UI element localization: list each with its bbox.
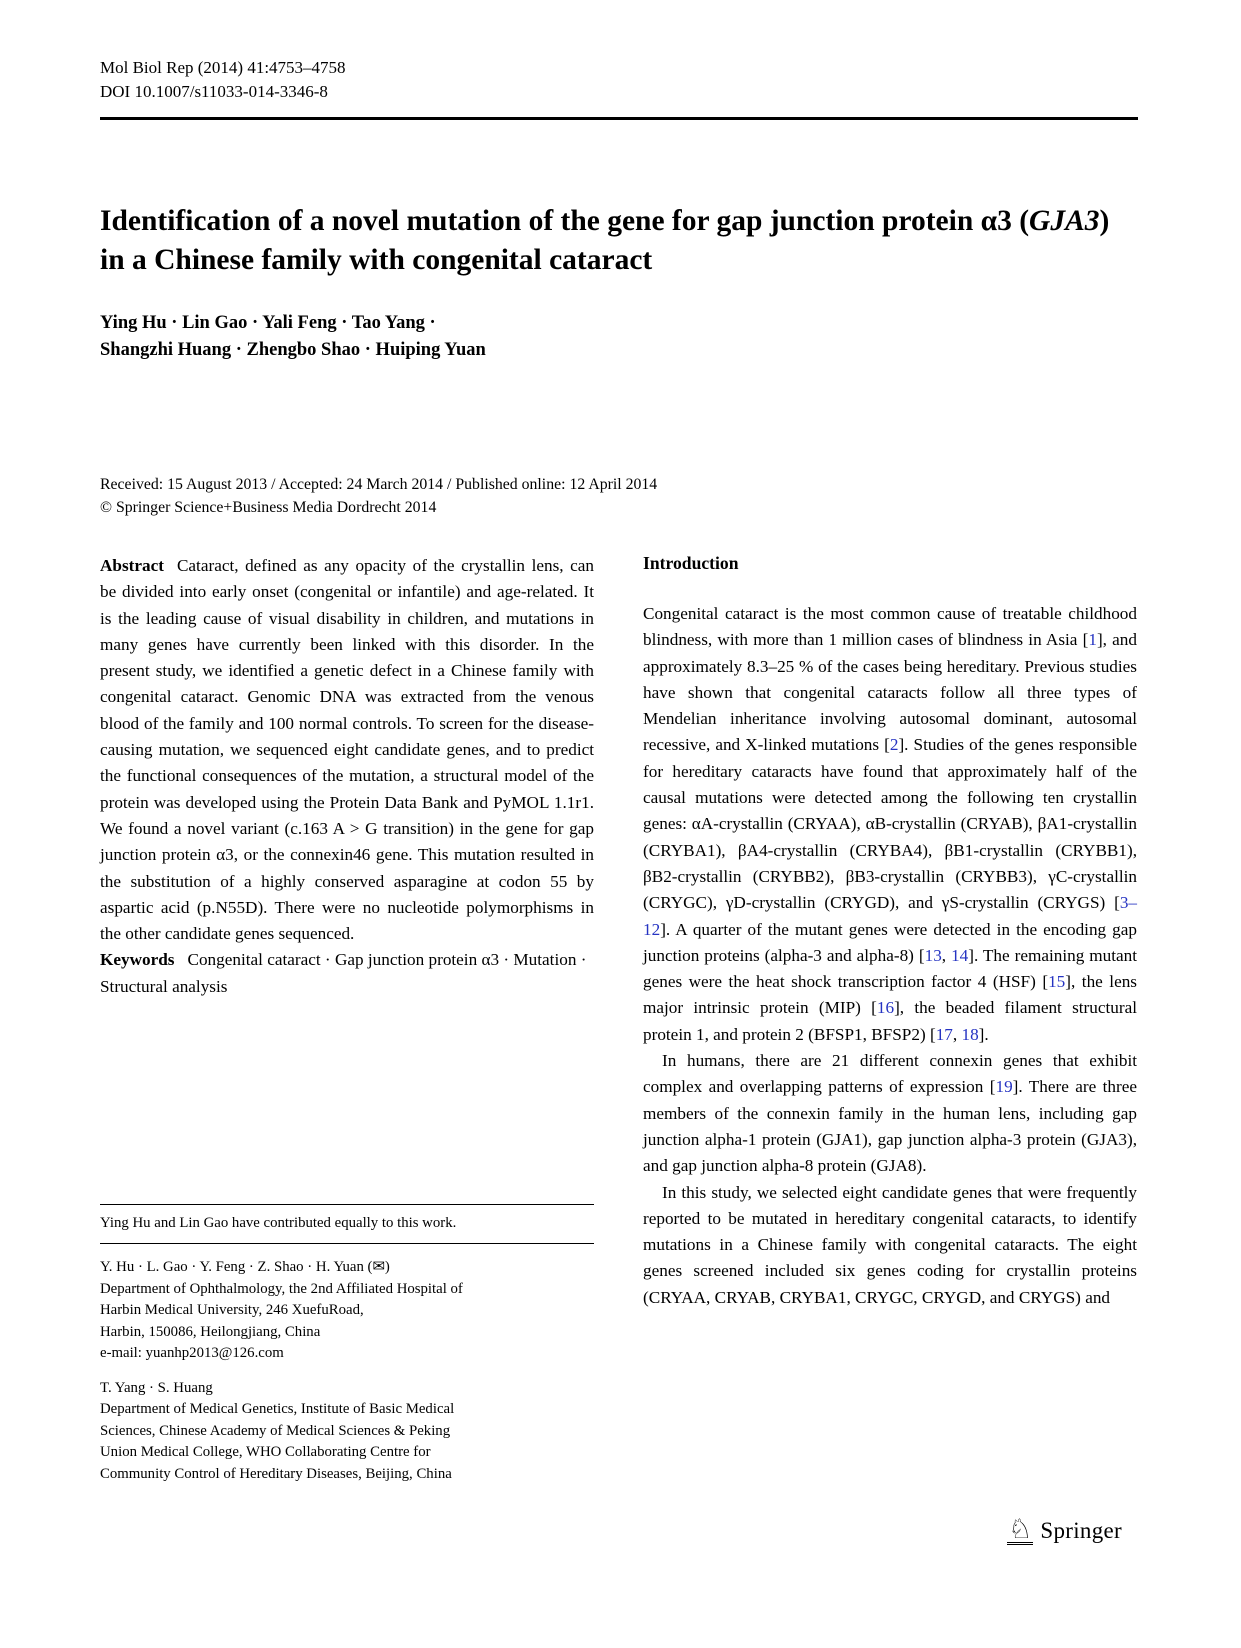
corresponding-author-line: Y. Hu · L. Gao · Y. Feng · Z. Shao · H. Yuan (✉) <box>100 1259 390 1275</box>
affiliation-2-line: Sciences, Chinese Academy of Medical Sciences & Peking <box>100 1422 451 1439</box>
reference-link[interactable]: 1 <box>1088 630 1097 650</box>
affiliation-2 <box>100 1378 594 1486</box>
paper-title: Identification of a novel mutation of the gene for gap junction protein α3 (GJA3) in a Chinese family with congenital cataract <box>100 205 1110 276</box>
reference-link[interactable]: 3–12 <box>643 893 1137 939</box>
affiliation-2-authors: T. Yang · S. Huang <box>100 1379 213 1396</box>
email-line: e-mail: yuanhp2013@126.com <box>100 1345 284 1361</box>
left-column <box>100 553 594 1485</box>
introduction-paragraph-3: In this study, we selected eight candidate genes that were frequently reported to be mutated in hereditary congenital cataracts, to identify mutations in a Chinese family with congenital cataracts. The eight genes screened included six genes coding for crystallin proteins (CRYAA, CRYAB, CRYBA1, CRYGC, CRYGD, and CRYGS) and <box>643 1182 1137 1307</box>
introduction-paragraph-2: In humans, there are 21 different connexin genes that exhibit complex and overlapping patterns of expression [19]. There are three members of the connexin family in the human lens, including gap junction alpha-1 protein (GJA1), gap junction alpha-3 protein (GJA3), and gap junction alpha-8 protein (GJA8). <box>643 1051 1137 1176</box>
abstract-text: Cataract, defined as any opacity of the crystallin lens, can be divided into early onset (congenital or infantile) and age-related. It is the leading cause of visual disability in children, and mutations in many genes have currently been linked with this disorder. In the present study, we identified a genetic defect in a Chinese family with congenital cataract. Genomic DNA was extracted from the venous blood of the family and 100 normal controls. To screen for the disease-causing mutation, we sequenced eight candidate genes, and to predict the functional consequences of the mutation, a structural model of the protein was developed using the Protein Data Bank and PyMOL 1.1r1. We found a novel variant (c.163 A > G transition) in the gene for gap junction protein α3, or the connexin46 gene. This mutation resulted in the substitution of a highly conserved asparagine at codon 55 by aspartic acid (p.N55D). There were no nucleotide polymorphisms in the other candidate genes sequenced. <box>100 556 594 944</box>
abstract-label: Abstract <box>100 556 164 575</box>
publisher-name: Springer <box>1040 1517 1122 1543</box>
reference-link[interactable]: 15 <box>1048 972 1066 992</box>
reference-link[interactable]: 2 <box>889 735 899 755</box>
affiliation-1-line: Harbin Medical University, 246 XuefuRoad, <box>100 1302 364 1318</box>
equal-contribution-note: Ying Hu and Lin Gao have contributed equally to this work. <box>100 1214 457 1231</box>
reference-link[interactable]: 17 <box>935 1024 953 1044</box>
affiliation-2-line: Department of Medical Genetics, Institute of Basic Medical <box>100 1401 455 1417</box>
header-rule <box>100 117 1138 120</box>
keywords-label: Keywords <box>100 950 175 970</box>
received-accepted-line: Received: 15 August 2013 / Accepted: 24 March 2014 / Published online: 12 April 2014 <box>100 476 658 493</box>
affiliation-1 <box>100 1257 594 1365</box>
springer-logo <box>1007 1516 1122 1545</box>
reference-link[interactable]: 14 <box>951 945 969 965</box>
affiliation-1-line: Harbin, 150086, Heilongjiang, China <box>100 1323 321 1340</box>
copyright-line: © Springer Science+Business Media Dordrecht 2014 <box>100 498 437 516</box>
springer-knight-icon: ♘ <box>1008 1514 1033 1544</box>
affiliation-2-line: Community Control of Hereditary Diseases, Beijing, China <box>100 1465 452 1482</box>
envelope-icon: ✉ <box>372 1259 385 1275</box>
author-line-1: Ying Hu · Lin Gao · Yali Feng · Tao Yang · <box>100 313 436 333</box>
affiliation-2-line: Union Medical College, WHO Collaborating Centre for <box>100 1444 431 1460</box>
footnote-divider-bottom <box>100 1243 594 1244</box>
journal-citation: Mol Biol Rep (2014) 41:4753–4758 <box>100 58 346 77</box>
reference-link[interactable]: 18 <box>961 1024 979 1044</box>
publication-meta <box>100 474 1138 519</box>
right-column <box>643 553 1137 1485</box>
doi-line: DOI 10.1007/s11033-014-3346-8 <box>100 82 328 101</box>
introduction-heading: Introduction <box>643 553 739 573</box>
reference-link[interactable]: 13 <box>924 945 942 965</box>
author-list <box>100 310 1138 364</box>
keywords-text: Congenital cataract · Gap junction protein α3 · Mutation · Structural analysis <box>100 950 587 996</box>
reference-link[interactable]: 16 <box>876 998 895 1018</box>
footnote-block <box>100 1204 594 1486</box>
author-line-2: Shangzhi Huang · Zhengbo Shao · Huiping Yuan <box>100 340 486 360</box>
abstract-paragraph <box>100 553 594 947</box>
two-column-body <box>100 553 1138 1485</box>
affiliation-1-line: Department of Ophthalmology, the 2nd Affiliated Hospital of <box>100 1280 463 1297</box>
introduction-paragraph-1: Congenital cataract is the most common cause of treatable childhood blindness, with more than 1 million cases of blindness in Asia [1], and approximately 8.3–25 % of the cases being hereditary. Previous studies have shown that congenital cataracts follow all three types of Mendelian inheritance involving autosomal dominant, autosomal recessive, and X-linked mutations [2]. Studies of the genes responsible for hereditary cataracts have found that approximately half of the causal mutations were detected among the following ten crystallin genes: αA-crystallin (CRYAA), αB-crystallin (CRYAB), βA1-crystallin (CRYBA1), βA4-crystallin (CRYBA4), βB1-crystallin (CRYBB1), βB2-crystallin (CRYBB2), βB3-crystallin (CRYBB3), γC-crystallin (CRYGC), γD-crystallin (CRYGD), and γS-crystallin (CRYGS) [3–12]. A quarter of the mutant genes were detected in the encoding gap junction proteins (alpha-3 and alpha-8) [13, 14]. The remaining mutant genes were the heat shock transcription factor 4 (HSF) [15], the lens major intrinsic protein (MIP) [16], the beaded filament structural protein 1, and protein 2 (BFSP1, BFSP2) [17, 18]. <box>643 604 1137 1044</box>
keywords-paragraph <box>100 947 594 1000</box>
footnote-divider-top <box>100 1204 594 1205</box>
reference-link[interactable]: 19 <box>995 1077 1013 1097</box>
